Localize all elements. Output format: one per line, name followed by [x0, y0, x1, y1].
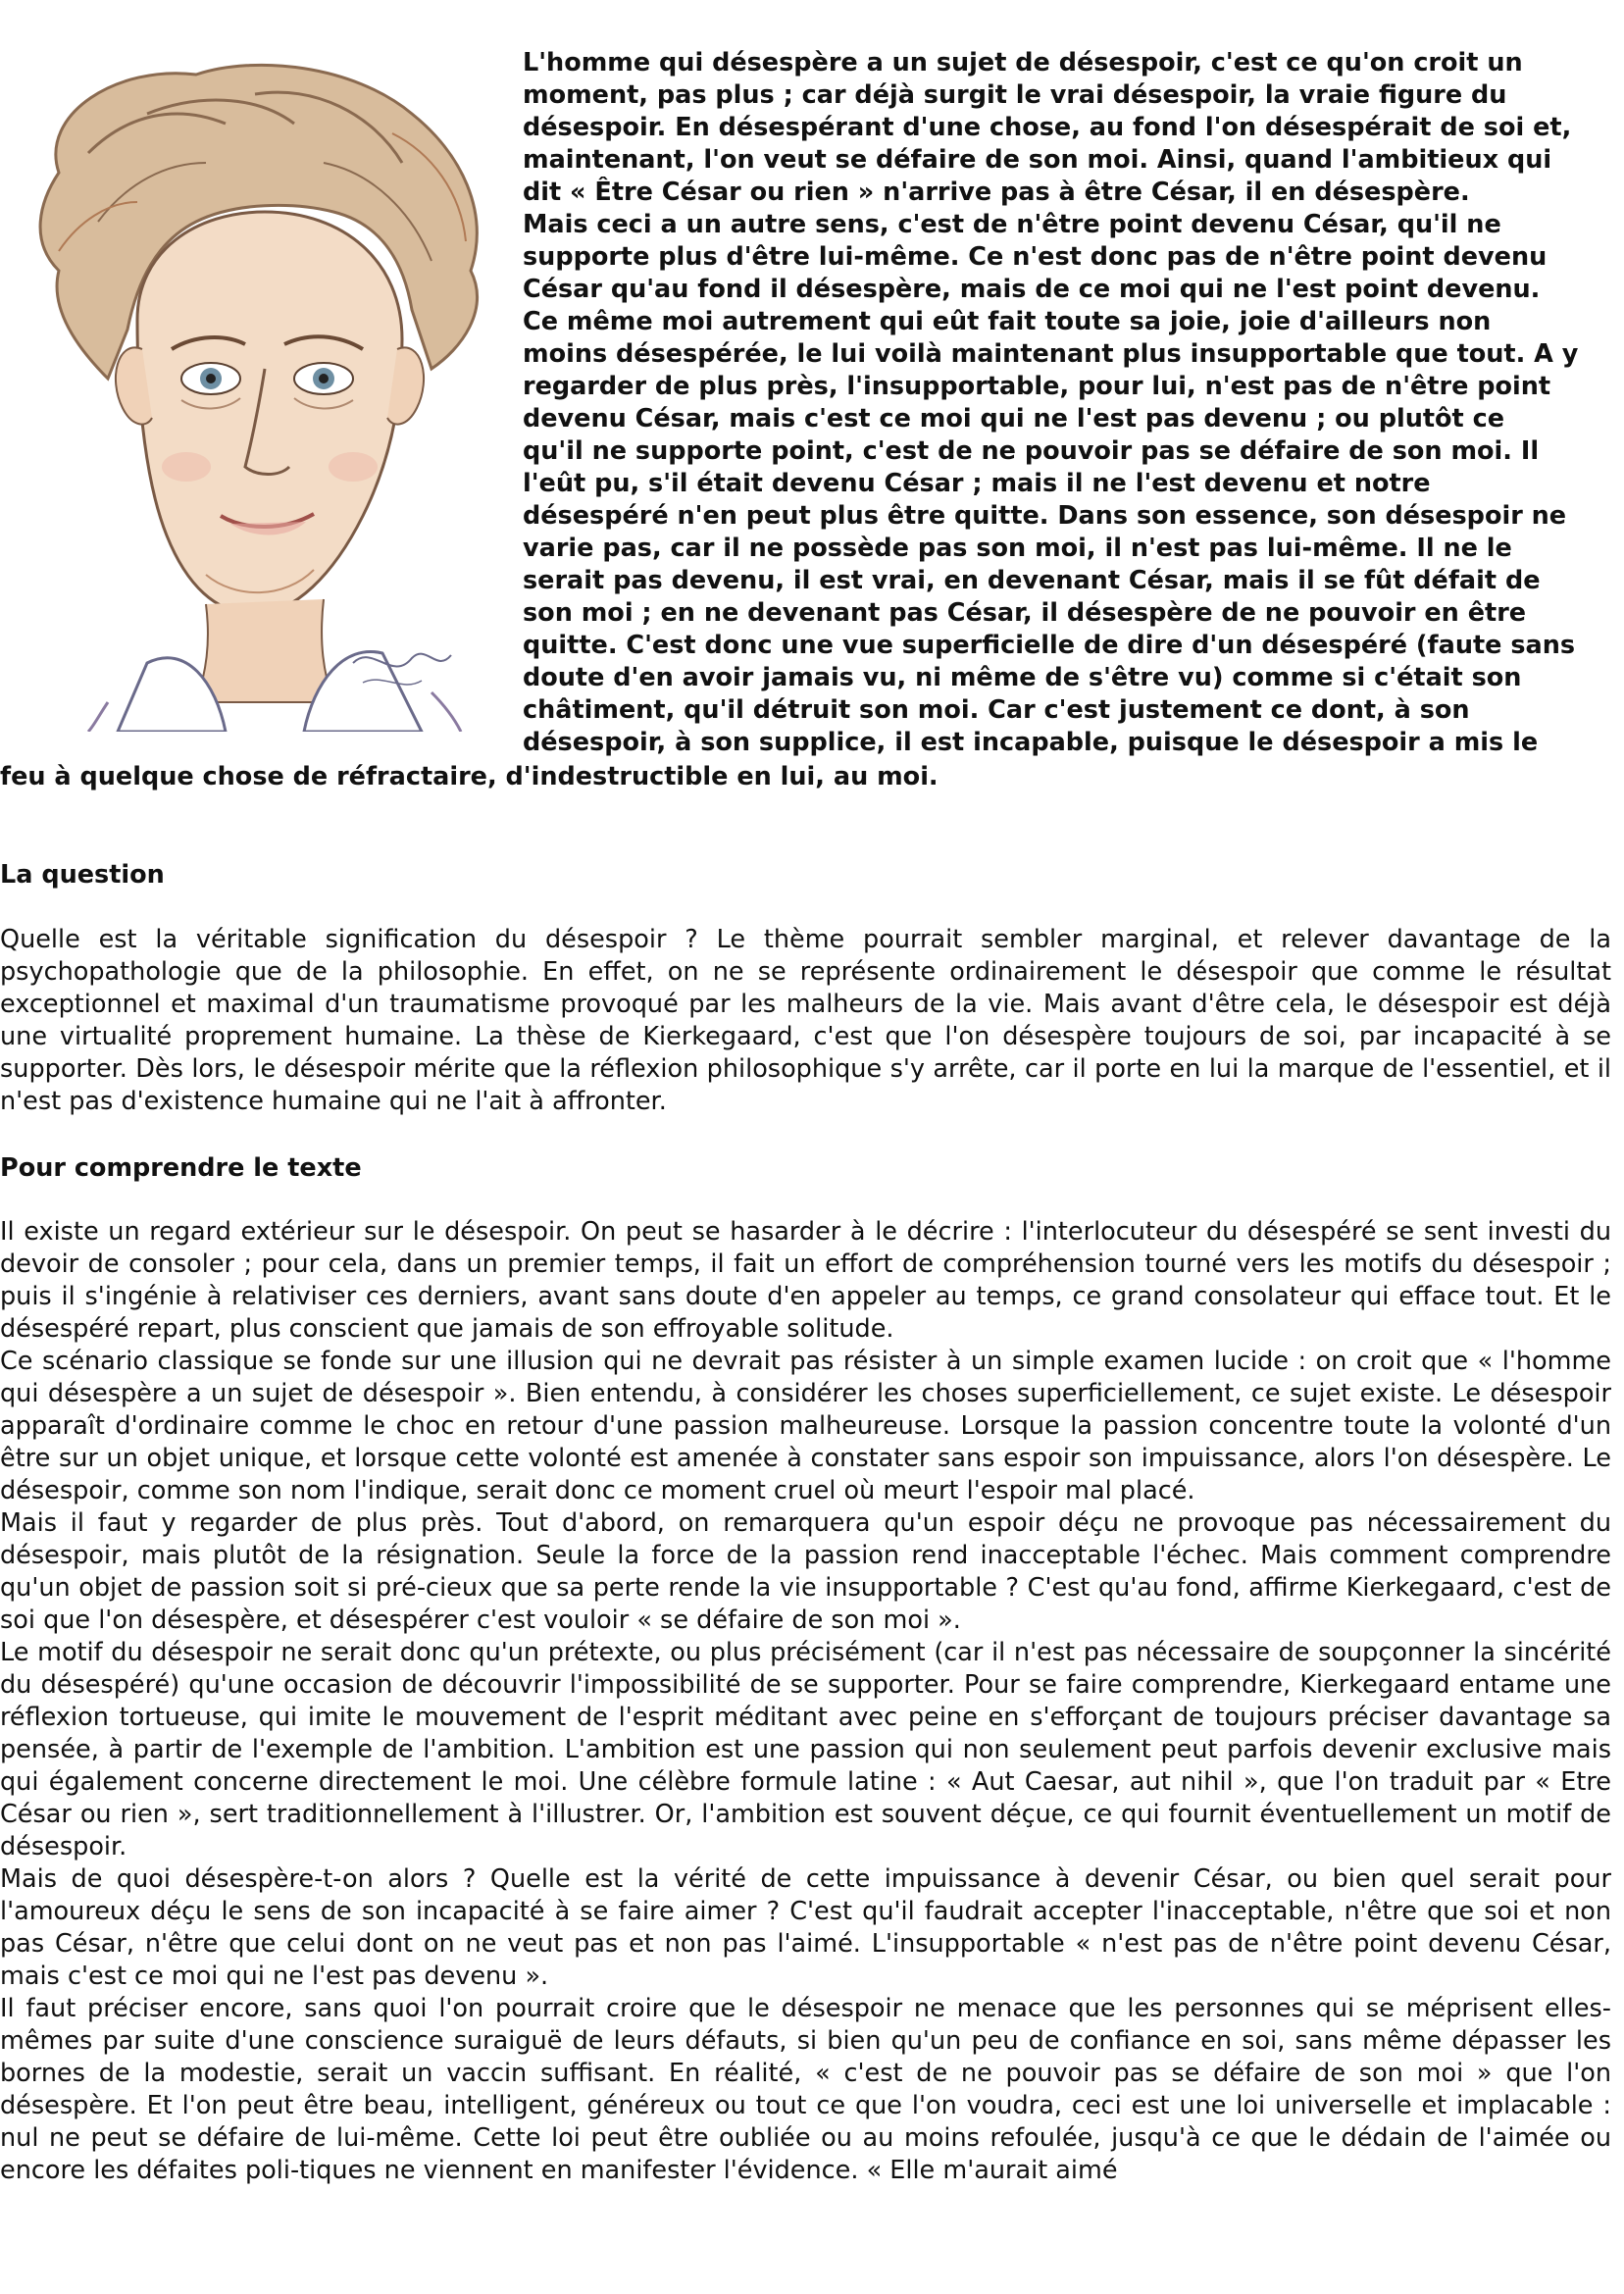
quote-line: moins désespérée, le lui voilà maintenant plus insupportable que tout. A y	[523, 339, 1579, 369]
quote-line: qu'il ne supporte point, c'est de ne pouvoir pas se défaire de son moi. Il	[523, 436, 1540, 466]
quote-line: dit « Être César ou rien » n'arrive pas à être César, il en désespère.	[523, 178, 1470, 207]
quote-line: serait pas devenu, il est vrai, en devenant César, mais il se fût défait de	[523, 566, 1541, 595]
paragraph: Ce scénario classique se fonde sur une illusion qui ne devrait pas résister à un simple examen lucide : on croit que « l'homme qui désespère a un sujet de désespoir ». Bien entendu, à considérer les choses superficiellement, ce sujet existe. Le désespoir apparaît d'ordinaire comme le choc en retour d'une passion malheureuse. Lorsque la passion concentre toute la volonté d'un être sur un objet unique, et lorsque cette volonté est amenée à constater sans espoir son impuissance, alors l'on désespère. Le désespoir, comme son nom l'indique, serait donc ce moment cruel où meurt l'espoir mal placé.	[0, 1347, 1611, 1505]
paragraph: Il faut préciser encore, sans quoi l'on pourrait croire que le désespoir ne menace que les personnes qui se méprisent elles-mêmes par suite d'une conscience suraiguë de leurs défauts, si bien qu'un peu de confiance en soi, sans même dépasser les bornes de la modestie, serait un vaccin suffisant. En réalité, « c'est de ne pouvoir pas se défaire de son moi » que l'on désespère. Et l'on peut être beau, intelligent, généreux ou tout ce que l'on voudra, ceci est une loi universelle et implacable : nul ne peut se défaire de lui-même. Cette loi peut être oubliée ou au moins refoulée, jusqu'à ce que le dédain de l'aimée ou encore les défaites poli-tiques ne viennent en manifester l'évidence. « Elle m'aurait aimé	[0, 1994, 1611, 2185]
paragraph: Il existe un regard extérieur sur le désespoir. On peut se hasarder à le décrire : l'interlocuteur du désespéré se sent investi du devoir de consoler ; pour cela, dans un premier temps, il fait un effort de compréhension tourné vers les motifs du désespoir ; puis il s'ingénie à relativiser ces derniers, avant sans doute d'en appeler au temps, ce grand consolateur qui efface tout. Et le désespéré repart, plus conscient que jamais de son effroyable solitude.	[0, 1217, 1611, 1344]
paragraph: Quelle est la véritable signification du désespoir ? Le thème pourrait sembler marginal, et relever davantage de la psychopathologie que de la philosophie. En effet, on ne se représente ordinairement le désespoir que comme le résultat exceptionnel et maximal d'un traumatisme provoqué par les malheurs de la vie. Mais avant d'être cela, le désespoir est déjà une virtualité proprement humaine. La thèse de Kierkegaard, c'est que l'on désespère toujours de soi, par incapacité à se supporter. Dès lors, le désespoir mérite que la réflexion philosophique s'y arrête, car il porte en lui la marque de l'essentiel, et il n'est pas d'existence humaine qui ne l'ait à affronter.	[0, 925, 1611, 1116]
paragraph: Mais de quoi désespère-t-on alors ? Quelle est la vérité de cette impuissance à devenir César, ou bien quel serait pour l'amoureux déçu le sens de son incapacité à se faire aimer ? C'est qu'il faudrait accepter l'inacceptable, n'être que soi et non pas César, n'être que celui dont on ne veut pas et non pas l'aimé. L'insupportable « n'est pas de n'être point devenu César, mais c'est ce moi qui ne l'est pas devenu ».	[0, 1864, 1611, 1991]
kierkegaard-quote	[523, 47, 1611, 759]
question-paragraph	[0, 924, 1611, 1118]
quote-line: Ce même moi autrement qui eût fait toute sa joie, joie d'ailleurs non	[523, 307, 1492, 336]
quote-line: César qu'au fond il désespère, mais de ce moi qui ne l'est point devenu.	[523, 275, 1541, 304]
kierkegaard-caricature-portrait	[0, 55, 510, 732]
quote-line: désespoir. En désespérant d'une chose, au fond l'on désespérait de soi et,	[523, 113, 1572, 142]
quote-line: L'homme qui désespère a un sujet de désespoir, c'est ce qu'on croit un	[523, 48, 1523, 77]
quote-line: l'eût pu, s'il était devenu César ; mais il ne l'est devenu et notre	[523, 469, 1431, 498]
section-heading-question: La question	[0, 860, 165, 890]
quote-line: moment, pas plus ; car déjà surgit le vrai désespoir, la vraie figure du	[523, 80, 1507, 110]
understand-text	[0, 1216, 1611, 2187]
section-heading-understand: Pour comprendre le texte	[0, 1153, 362, 1183]
quote-line: doute d'en avoir jamais vu, ni même de s'être vu) comme si c'était son	[523, 663, 1522, 692]
quote-line: maintenant, l'on veut se défaire de son moi. Ainsi, quand l'ambitieux qui	[523, 145, 1552, 175]
quote-line: désespéré n'en peut plus être quitte. Dans son essence, son désespoir ne	[523, 501, 1567, 531]
quote-line: désespoir, à son supplice, il est incapable, puisque le désespoir a mis le	[523, 728, 1539, 757]
quote-line: son moi ; en ne devenant pas César, il désespère de ne pouvoir en être	[523, 598, 1527, 628]
quote-line: varie pas, car il ne possède pas son moi, il n'est pas lui-même. Il ne le	[523, 534, 1512, 563]
paragraph: Mais il faut y regarder de plus près. Tout d'abord, on remarquera qu'un espoir déçu ne provoque pas nécessairement du désespoir, mais plutôt de la résignation. Seule la force de la passion rend inacceptable l'échec. Mais comment comprendre qu'un objet de passion soit si pré-cieux que sa perte rende la vie insupportable ? C'est qu'au fond, affirme Kierkegaard, c'est de soi que l'on désespère, et désespérer c'est vouloir « se défaire de son moi ».	[0, 1508, 1611, 1635]
quote-line: supporte plus d'être lui-même. Ce n'est donc pas de n'être point devenu	[523, 242, 1548, 272]
quote-line: châtiment, qu'il détruit son moi. Car c'est justement ce dont, à son	[523, 695, 1470, 725]
quote-last-line: feu à quelque chose de réfractaire, d'indestructible en lui, au moi.	[0, 762, 939, 791]
paragraph: Le motif du désespoir ne serait donc qu'un prétexte, ou plus précisément (car il n'est pas nécessaire de soupçonner la sincérité du désespéré) qu'une occasion de découvrir l'impossibilité de se supporter. Pour se faire comprendre, Kierkegaard entame une réflexion tortueuse, qui imite le mouvement de l'esprit méditant avec peine en s'efforçant de toujours préciser davantage sa pensée, à partir de l'exemple de l'ambition. L'ambition est une passion qui non seulement peut parfois devenir exclusive mais qui également concerne directement le moi. Une célèbre formule latine : « Aut Caesar, aut nihil », que l'on traduit par « Etre César ou rien », sert traditionnellement à l'illustrer. Or, l'ambition est souvent déçue, ce qui fournit éventuellement un motif de désespoir.	[0, 1638, 1611, 1861]
quote-line: Mais ceci a un autre sens, c'est de n'être point devenu César, qu'il ne	[523, 210, 1501, 239]
quote-line: regarder de plus près, l'insupportable, pour lui, n'est pas de n'être point	[523, 372, 1551, 401]
quote-line: quitte. C'est donc une vue superficielle de dire d'un désespéré (faute sans	[523, 631, 1576, 660]
quote-line: devenu César, mais c'est ce moi qui ne l'est pas devenu ; ou plutôt ce	[523, 404, 1505, 433]
